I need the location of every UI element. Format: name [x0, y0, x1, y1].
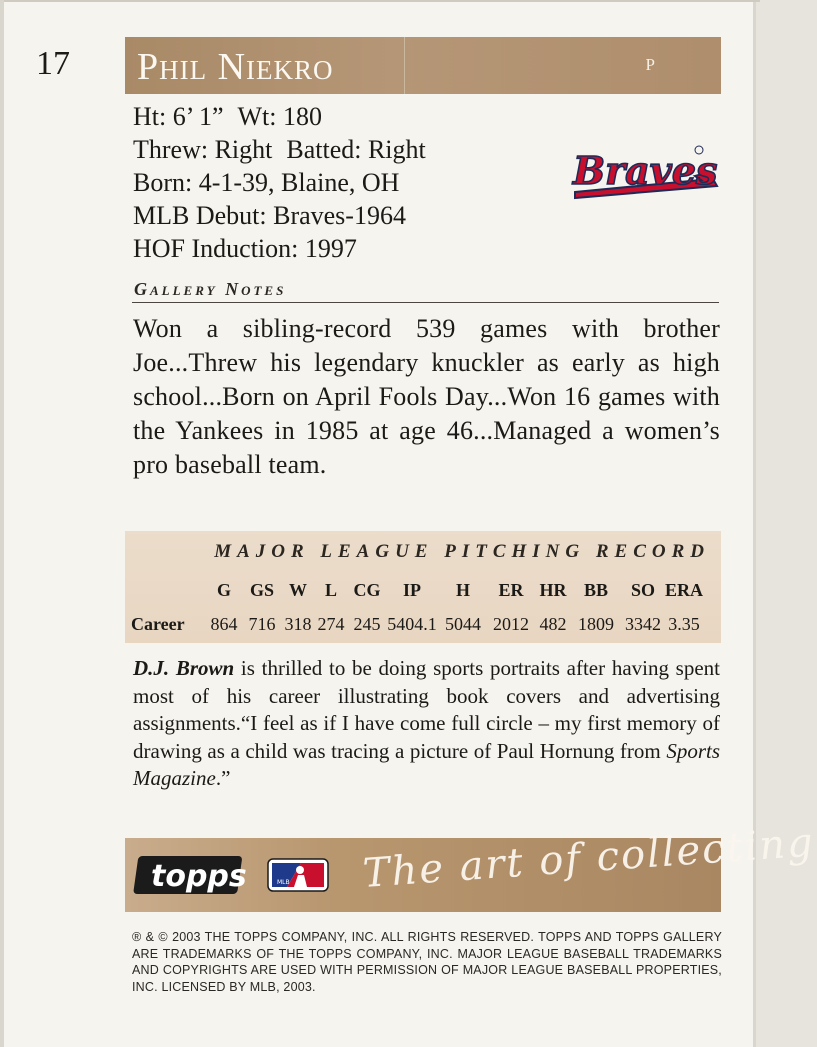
- stats-header-cell: ER: [498, 579, 524, 600]
- stats-cell: 716: [248, 613, 276, 634]
- stats-cell: 274: [317, 613, 345, 634]
- threw: Threw: Right: [133, 135, 273, 164]
- stats-cell: 245: [353, 613, 381, 634]
- stats-cell: 3342: [625, 613, 661, 634]
- born: Born: 4-1-39, Blaine, OH: [133, 168, 400, 197]
- player-vitals: [133, 100, 426, 265]
- stats-panel: [125, 531, 721, 643]
- card-number: 17: [36, 45, 70, 82]
- stats-cell: 5044: [445, 613, 481, 634]
- stats-header-cell: H: [455, 579, 470, 600]
- tagline: The art of collecting: [361, 819, 817, 897]
- stats-header-cell: ERA: [665, 579, 704, 600]
- batted: Batted: Right: [286, 135, 426, 164]
- stats-header-cell: BB: [583, 579, 608, 600]
- height: Ht: 6’ 1”: [133, 102, 224, 131]
- player-position: P: [645, 55, 655, 74]
- stats-cell: 864: [210, 613, 238, 634]
- artist-note: [133, 655, 720, 793]
- gallery-notes-heading: Gallery Notes: [134, 279, 287, 299]
- stats-header-cell: W: [289, 579, 307, 600]
- stats-header-cell: CG: [353, 579, 381, 600]
- stats-cell: 482: [539, 613, 567, 634]
- mlb-debut: MLB Debut: Braves-1964: [133, 201, 406, 230]
- stats-cell: 1809: [578, 613, 614, 634]
- stats-header-cell: IP: [403, 579, 421, 600]
- stats-cell: 3.35: [668, 613, 700, 634]
- vitals-line-size: [133, 100, 426, 133]
- stats-title: MAJOR LEAGUE PITCHING RECORD: [214, 541, 710, 562]
- topps-logo-text: topps: [151, 859, 247, 894]
- stats-career-row: [131, 607, 703, 641]
- stats-cell: 2012: [493, 613, 529, 634]
- stats-header-cell: GS: [249, 579, 274, 600]
- stats-header-row: [131, 573, 703, 607]
- stats-row-label: Career: [131, 613, 185, 634]
- artist-text: is thrilled to be doing sports portraits after having spent most of his career illustrating book covers and advertising assignments.“I feel as if I have come full circle – my first memory of drawing as a child was tracing a picture of Paul Hornung from: [133, 656, 721, 763]
- stats-header-cell: G: [216, 579, 231, 600]
- stats-header-cell: L: [324, 579, 337, 600]
- braves-logo: [569, 142, 719, 204]
- stats-header-cell: SO: [630, 579, 655, 600]
- artist-publication: Sports Magazine: [133, 738, 720, 790]
- stats-header-cell: HR: [539, 579, 567, 600]
- hof-induction: HOF Induction: 1997: [133, 234, 357, 263]
- stats-table: [131, 573, 703, 641]
- weight: Wt: 180: [237, 102, 322, 131]
- player-name: Phil Niekro: [137, 46, 334, 88]
- legal-text: ® & © 2003 THE TOPPS COMPANY, INC. ALL RIGHTS RESERVED. TOPPS AND TOPPS GALLERY ARE TRADEMARKS OF THE TOPPS COMPANY, INC. MAJOR LEAGUE BASEBALL TRADEMARKS AND COPYRIGHTS ARE USED WITH PERMISSION OF MAJOR LEAGUE BASEBALL PROPERTIES, INC. LICENSED BY MLB, 2003.: [132, 930, 722, 994]
- stats-cell: 318: [284, 613, 312, 634]
- braves-logo-text: Braves: [573, 148, 718, 193]
- mlb-logo: [267, 858, 329, 892]
- vitals-line-hand: [133, 133, 426, 166]
- stats-cell: 5404.1: [387, 613, 437, 634]
- mlb-logo-text: MLB: [277, 879, 290, 886]
- top-edge-rule: [4, 0, 760, 2]
- name-banner: [125, 37, 721, 94]
- footer-band: [125, 819, 817, 912]
- gallery-notes-text: Won a sibling-record 539 games with brother Joe...Threw his legendary knuckler as early as high school...Born on April Fools Day...Won 16 games with the Yankees in 1985 at age 46...Managed a women’s pro baseball team.: [133, 314, 720, 479]
- topps-logo: [137, 852, 245, 898]
- artist-text-end: .”: [215, 766, 231, 790]
- gallery-notes-rule: [132, 302, 719, 303]
- stats-header-cell: [131, 573, 207, 607]
- artist-name: D.J. Brown: [133, 656, 235, 680]
- banner-divider: [404, 37, 405, 94]
